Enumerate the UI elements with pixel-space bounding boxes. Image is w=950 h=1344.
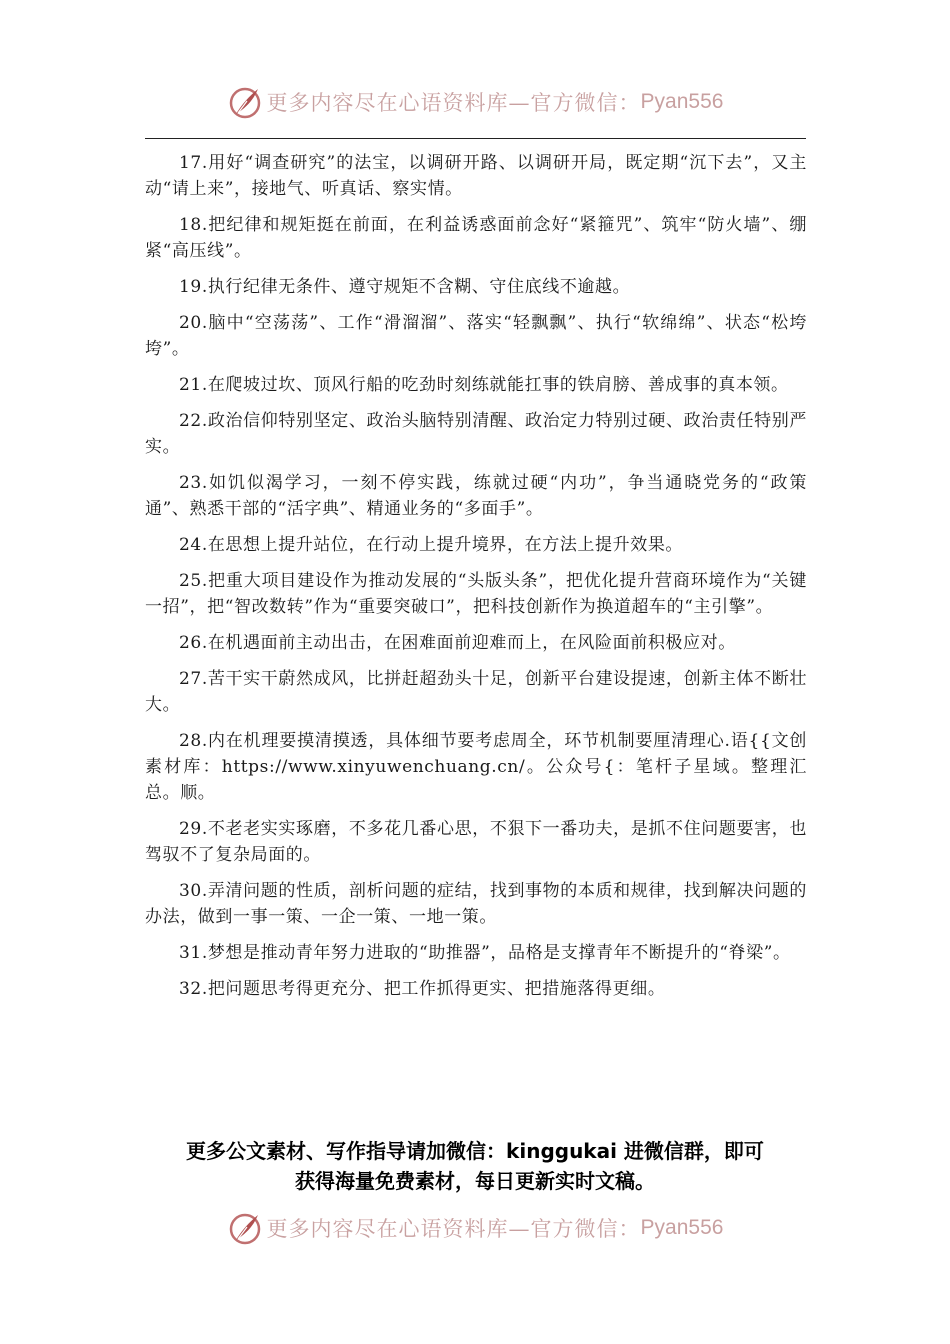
paragraph-32: 32.把问题思考得更充分、把工作抓得更实、把措施落得更细。 — [179, 979, 666, 999]
watermark-footer — [0, 1208, 950, 1248]
paragraph-21: 21.在爬坡过坎、顶风行船的吃劲时刻练就能扛事的铁肩膀、善成事的真本领。 — [179, 375, 789, 395]
watermark-text: 更多内容尽在心语资料库—官方微信： — [266, 91, 641, 115]
quill-circle-logo-icon — [227, 84, 263, 120]
header-divider — [145, 138, 806, 139]
footer-promo-line-2: 获得海量免费素材，每日更新实时文稿。 — [295, 1169, 655, 1193]
paragraph-17: 17.用好“调查研究”的法宝，以调研开路、以调研开局，既定期“沉下去”，又主动“请上来”，接地气、听真话、察实情。 — [145, 153, 807, 199]
paragraph-30: 30.弄清问题的性质，剖析问题的症结，找到事物的本质和规律，找到解决问题的办法，做到一事一策、一企一策、一地一策。 — [145, 881, 807, 927]
watermark-text: 更多内容尽在心语资料库—官方微信： — [266, 1217, 641, 1241]
paragraph-27: 27.苦干实干蔚然成风，比拼赶超劲头十足，创新平台建设提速，创新主体不断壮大。 — [145, 669, 807, 715]
watermark-header — [0, 82, 950, 122]
paragraph-26: 26.在机遇面前主动出击，在困难面前迎难而上，在风险面前积极应对。 — [179, 633, 736, 653]
footer-promo-line-1: 更多公文素材、写作指导请加微信：kinggukai 进微信群，即可 — [186, 1139, 764, 1163]
watermark-wechat-id: Pyan556 — [640, 90, 724, 113]
paragraph-22: 22.政治信仰特别坚定、政治头脑特别清醒、政治定力特别过硬、政治责任特别严实。 — [145, 411, 807, 457]
paragraph-19: 19.执行纪律无条件、遵守规矩不含糊、守住底线不逾越。 — [179, 277, 631, 297]
paragraph-28: 28.内在机理要摸清摸透，具体细节要考虑周全，环节机制要厘清理心.语{{文创素材库：https://www.xinyuwenchuang.cn/。公众号{：笔杆子星域。整理汇总。顺。 — [145, 731, 807, 803]
paragraph-20: 20.脑中“空荡荡”、工作“滑溜溜”、落实“轻飘飘”、执行“软绵绵”、状态“松垮垮”。 — [145, 313, 807, 359]
watermark-wechat-id: Pyan556 — [640, 1216, 724, 1239]
paragraph-25: 25.把重大项目建设作为推动发展的“头版头条”，把优化提升营商环境作为“关键一招”，把“智改数转”作为“重要突破口”，把科技创新作为换道超车的“主引擎”。 — [145, 571, 807, 617]
document-body — [145, 150, 807, 1012]
paragraph-23: 23.如饥似渴学习，一刻不停实践，练就过硬“内功”，争当通晓党务的“政策通”、熟悉干部的“活字典”、精通业务的“多面手”。 — [145, 473, 807, 519]
paragraph-18: 18.把纪律和规矩挺在前面，在利益诱惑面前念好“紧箍咒”、筑牢“防火墙”、绷紧“高压线”。 — [145, 215, 807, 261]
quill-circle-logo-icon — [227, 1210, 263, 1246]
footer-promo — [120, 1136, 830, 1196]
paragraph-29: 29.不老老实实琢磨，不多花几番心思，不狠下一番功夫，是抓不住问题要害，也驾驭不了复杂局面的。 — [145, 819, 807, 865]
paragraph-24: 24.在思想上提升站位，在行动上提升境界，在方法上提升效果。 — [179, 535, 684, 555]
paragraph-31: 31.梦想是推动青年努力进取的“助推器”，品格是支撑青年不断提升的“脊梁”。 — [179, 943, 791, 963]
